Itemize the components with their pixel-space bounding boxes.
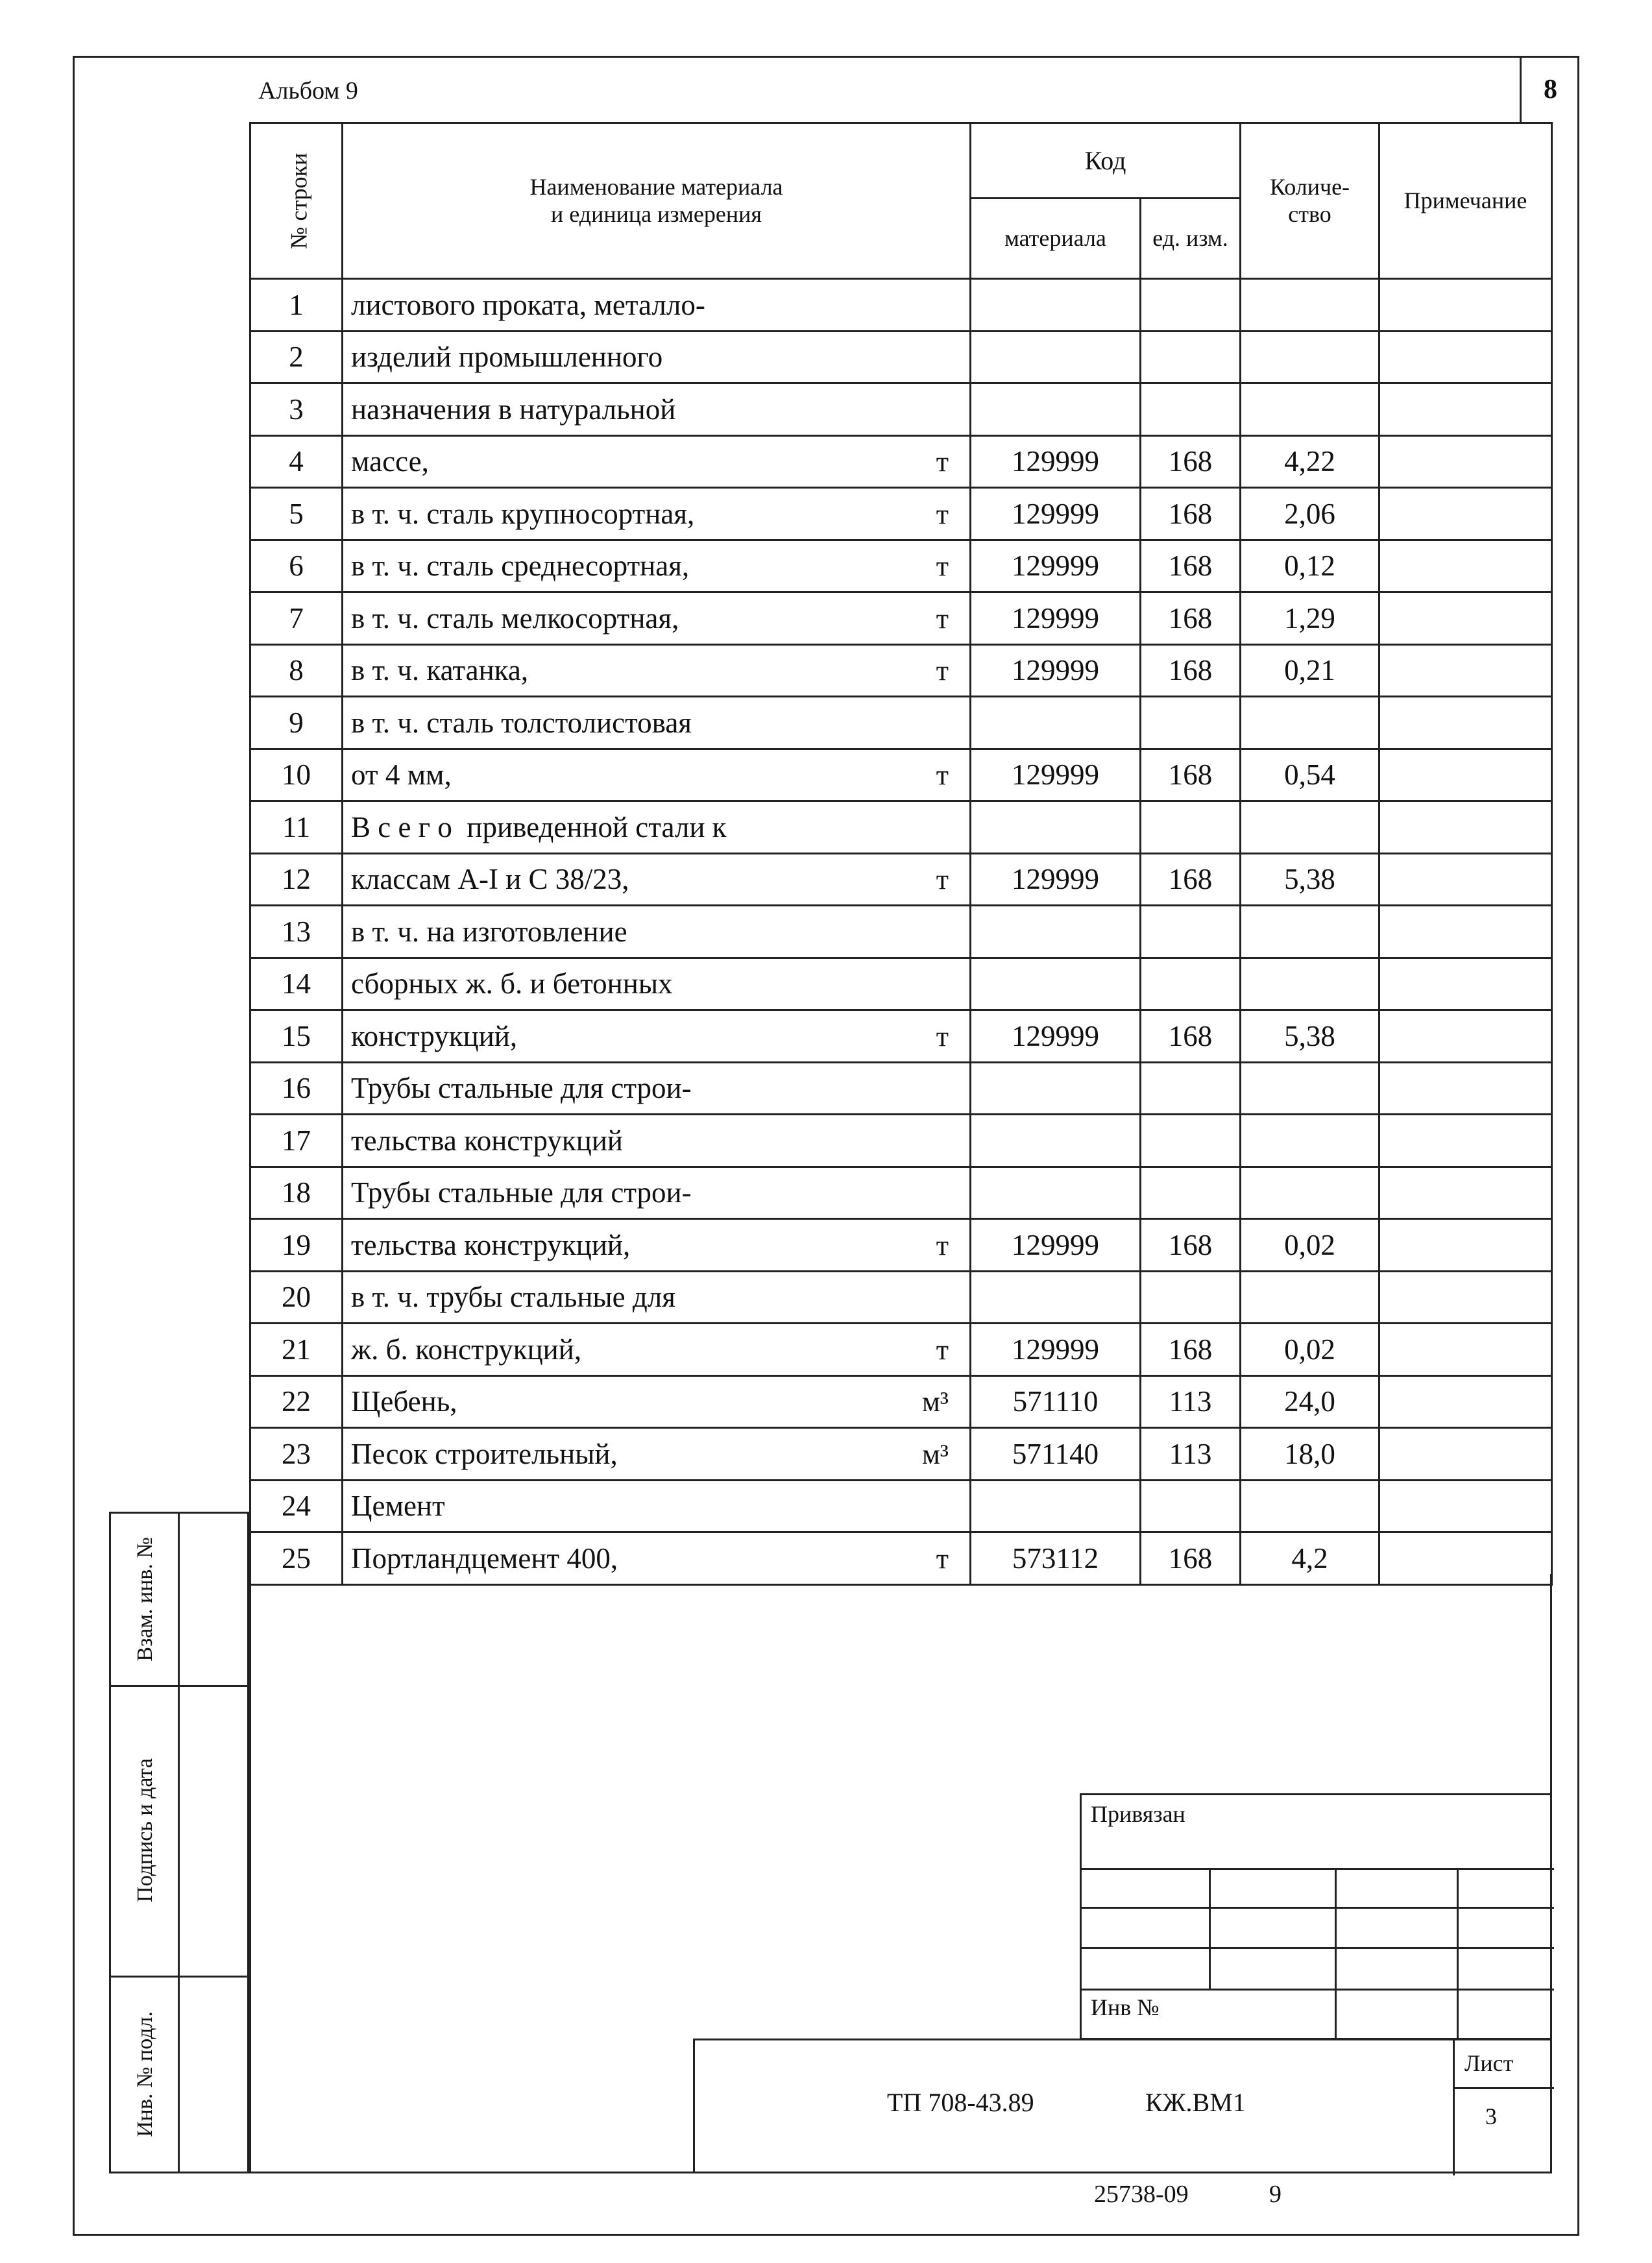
quantity-cell: 5,38: [1241, 853, 1379, 906]
unit-code-cell: [1141, 279, 1241, 332]
table-row: [250, 1271, 1552, 1324]
material-name-cell: [343, 1480, 971, 1532]
note-cell: [1379, 383, 1552, 436]
quantity-cell: [1241, 1167, 1379, 1219]
material-name-cell: [343, 331, 971, 383]
note-cell: [1379, 801, 1552, 854]
table-row: [250, 697, 1552, 749]
table-row: [250, 958, 1552, 1010]
material-name: листового проката, металло-: [351, 288, 705, 321]
material-name-cell: [343, 749, 971, 801]
table-row: [250, 279, 1552, 332]
note-cell: [1379, 1219, 1552, 1272]
row-number-cell: 20: [250, 1271, 343, 1324]
note-cell: [1379, 540, 1552, 592]
quantity-cell: 18,0: [1241, 1428, 1379, 1481]
note-cell: [1379, 853, 1552, 906]
unit-label: м³: [921, 1386, 949, 1418]
material-name-cell: [343, 1428, 971, 1481]
table-row: [250, 488, 1552, 540]
material-code-cell: [971, 958, 1141, 1010]
material-name: Щебень,: [351, 1385, 457, 1418]
doc-mark: КЖ.ВМ1: [1145, 2088, 1246, 2117]
quantity-cell: [1241, 331, 1379, 383]
unit-code-cell: [1141, 1271, 1241, 1324]
row-number-cell: 25: [250, 1532, 343, 1585]
material-name-cell: [343, 1219, 971, 1272]
material-code-cell: 573112: [971, 1532, 1141, 1585]
unit-label: т: [936, 1542, 949, 1575]
materials-table: [249, 122, 1553, 1586]
unit-code-cell: [1141, 331, 1241, 383]
material-name: в т. ч. трубы стальные для: [351, 1281, 675, 1314]
unit-code-cell: [1141, 697, 1241, 749]
table-row: [250, 853, 1552, 906]
unit-code-cell: 168: [1141, 592, 1241, 645]
material-name-cell: [343, 697, 971, 749]
quantity-cell: 1,29: [1241, 592, 1379, 645]
quantity-cell: [1241, 697, 1379, 749]
unit-label: м³: [921, 1438, 949, 1470]
material-name: тельства конструкций: [351, 1124, 623, 1157]
row-number-cell: 21: [250, 1324, 343, 1376]
material-code-cell: 571140: [971, 1428, 1141, 1481]
material-code-cell: [971, 1115, 1141, 1167]
side-stamp-values: [178, 1512, 249, 2173]
inv-no-label: Инв №: [1091, 1994, 1160, 2020]
quantity-cell: 0,12: [1241, 540, 1379, 592]
note-cell: [1379, 1167, 1552, 1219]
row-number-cell: 1: [250, 279, 343, 332]
table-row: [250, 906, 1552, 958]
unit-code-cell: 168: [1141, 435, 1241, 488]
material-name-cell: [343, 1532, 971, 1585]
privyazan-label: Привязан: [1091, 1801, 1185, 1827]
table-row: [250, 540, 1552, 592]
material-code-cell: [971, 331, 1141, 383]
row-number-cell: 6: [250, 540, 343, 592]
material-name: Трубы стальные для строи-: [351, 1176, 692, 1209]
header-row-number: № строки: [250, 123, 343, 279]
table-row: [250, 1010, 1552, 1063]
material-code-cell: [971, 906, 1141, 958]
quantity-cell: 4,2: [1241, 1532, 1379, 1585]
row-number-cell: 9: [250, 697, 343, 749]
row-number-cell: 18: [250, 1167, 343, 1219]
title-block: [693, 2039, 1552, 2173]
unit-label: т: [936, 1229, 949, 1261]
material-name-cell: [343, 853, 971, 906]
header-code-material: материала: [971, 199, 1141, 279]
table-body: [250, 279, 1552, 1585]
header-quantity: Количе- ство: [1241, 123, 1379, 279]
material-name: Портландцемент 400,: [351, 1542, 618, 1575]
side-invpodl-label: Инв. № подл.: [133, 2011, 158, 2137]
quantity-cell: 5,38: [1241, 1010, 1379, 1063]
note-cell: [1379, 1115, 1552, 1167]
row-number-cell: 22: [250, 1375, 343, 1428]
table-row: [250, 435, 1552, 488]
table-row: [250, 592, 1552, 645]
row-number-cell: 23: [250, 1428, 343, 1481]
material-name: массе,: [351, 445, 429, 478]
material-name-cell: [343, 906, 971, 958]
side-vzam-label: Взам. инв. №: [133, 1537, 158, 1662]
material-name-cell: [343, 1167, 971, 1219]
quantity-cell: [1241, 906, 1379, 958]
row-number-cell: 24: [250, 1480, 343, 1532]
unit-label: т: [936, 602, 949, 635]
header-code-unit: ед. изм.: [1141, 199, 1241, 279]
material-code-cell: [971, 1271, 1141, 1324]
unit-code-cell: 168: [1141, 853, 1241, 906]
row-number-cell: 19: [250, 1219, 343, 1272]
privyazan-block: [1080, 1793, 1552, 2040]
note-cell: [1379, 1324, 1552, 1376]
quantity-cell: 4,22: [1241, 435, 1379, 488]
material-name-cell: [343, 1324, 971, 1376]
note-cell: [1379, 958, 1552, 1010]
row-number-cell: 12: [250, 853, 343, 906]
quantity-cell: [1241, 958, 1379, 1010]
header-note: Примечание: [1379, 123, 1552, 279]
table-row: [250, 1428, 1552, 1481]
quantity-cell: [1241, 1115, 1379, 1167]
table-row: [250, 1324, 1552, 1376]
table-row: [250, 1062, 1552, 1115]
header-name: Наименование материала и единица измерения: [343, 123, 971, 279]
material-name: назначения в натуральной: [351, 393, 676, 426]
material-name: в т. ч. на изготовление: [351, 915, 627, 948]
table-row: [250, 1219, 1552, 1272]
material-name-cell: [343, 435, 971, 488]
unit-code-cell: 113: [1141, 1375, 1241, 1428]
note-cell: [1379, 435, 1552, 488]
list-value: 3: [1485, 2103, 1497, 2129]
material-code-cell: [971, 279, 1141, 332]
row-number-cell: 3: [250, 383, 343, 436]
table-row: [250, 383, 1552, 436]
quantity-cell: [1241, 1480, 1379, 1532]
table-row: [250, 1480, 1552, 1532]
material-name-cell: [343, 488, 971, 540]
note-cell: [1379, 697, 1552, 749]
quantity-cell: [1241, 1062, 1379, 1115]
note-cell: [1379, 644, 1552, 697]
row-number-cell: 15: [250, 1010, 343, 1063]
table-row: [250, 331, 1552, 383]
material-name-cell: [343, 1271, 971, 1324]
unit-code-cell: 168: [1141, 1219, 1241, 1272]
material-name: в т. ч. сталь мелкосортная,: [351, 601, 679, 635]
material-name: конструкций,: [351, 1019, 518, 1052]
quantity-cell: 0,21: [1241, 644, 1379, 697]
row-number-cell: 17: [250, 1115, 343, 1167]
material-name-cell: [343, 1062, 971, 1115]
material-code-cell: [971, 383, 1141, 436]
note-cell: [1379, 1532, 1552, 1585]
table-row: [250, 801, 1552, 854]
material-code-cell: [971, 1062, 1141, 1115]
archive-page: 9: [1269, 2181, 1282, 2208]
material-code-cell: 129999: [971, 749, 1141, 801]
note-cell: [1379, 1428, 1552, 1481]
unit-label: т: [936, 655, 949, 687]
material-name-cell: [343, 801, 971, 854]
material-name-cell: [343, 1375, 971, 1428]
unit-code-cell: 168: [1141, 644, 1241, 697]
table-row: [250, 1167, 1552, 1219]
row-number-cell: 10: [250, 749, 343, 801]
material-code-cell: [971, 1480, 1141, 1532]
note-cell: [1379, 1375, 1552, 1428]
material-name-cell: [343, 644, 971, 697]
unit-code-cell: 168: [1141, 1010, 1241, 1063]
row-number-cell: 7: [250, 592, 343, 645]
note-cell: [1379, 749, 1552, 801]
material-code-cell: [971, 697, 1141, 749]
quantity-cell: 2,06: [1241, 488, 1379, 540]
material-name: изделий промышленного: [351, 341, 663, 374]
unit-label: т: [936, 1333, 949, 1366]
material-code-cell: 129999: [971, 1010, 1141, 1063]
album-label: Альбом 9: [258, 77, 358, 104]
material-name: от 4 мм,: [351, 758, 452, 792]
material-name: сборных ж. б. и бетонных: [351, 967, 673, 1000]
table-row: [250, 749, 1552, 801]
row-number-cell: 14: [250, 958, 343, 1010]
unit-code-cell: [1141, 801, 1241, 854]
side-stamp: [109, 1512, 178, 2173]
row-number-cell: 13: [250, 906, 343, 958]
unit-code-cell: [1141, 1480, 1241, 1532]
note-cell: [1379, 1010, 1552, 1063]
unit-code-cell: [1141, 1115, 1241, 1167]
material-name: в т. ч. катанка,: [351, 654, 529, 687]
archive-number: 25738-09: [1094, 2181, 1189, 2208]
table-row: [250, 1115, 1552, 1167]
material-code-cell: [971, 1167, 1141, 1219]
quantity-cell: 24,0: [1241, 1375, 1379, 1428]
row-number-cell: 16: [250, 1062, 343, 1115]
quantity-cell: 0,54: [1241, 749, 1379, 801]
material-name: Цемент: [351, 1490, 445, 1523]
material-code-cell: [971, 801, 1141, 854]
quantity-cell: [1241, 801, 1379, 854]
unit-label: т: [936, 550, 949, 583]
note-cell: [1379, 1062, 1552, 1115]
row-number-cell: 4: [250, 435, 343, 488]
quantity-cell: [1241, 279, 1379, 332]
quantity-cell: [1241, 383, 1379, 436]
material-name-cell: [343, 958, 971, 1010]
quantity-cell: 0,02: [1241, 1219, 1379, 1272]
table-row: [250, 1532, 1552, 1585]
note-cell: [1379, 488, 1552, 540]
unit-code-cell: [1141, 1167, 1241, 1219]
material-name: в т. ч. сталь толстолистовая: [351, 706, 692, 739]
material-code-cell: 129999: [971, 1219, 1141, 1272]
note-cell: [1379, 1480, 1552, 1532]
material-name: классам А-I и С 38/23,: [351, 863, 629, 896]
row-number-cell: 5: [250, 488, 343, 540]
unit-label: т: [936, 759, 949, 792]
unit-label: т: [936, 1020, 949, 1052]
row-number-cell: 11: [250, 801, 343, 854]
list-label: Лист: [1464, 2050, 1514, 2076]
doc-code: ТП 708-43.89: [887, 2088, 1034, 2117]
material-code-cell: 129999: [971, 1324, 1141, 1376]
unit-code-cell: 168: [1141, 488, 1241, 540]
table-row: [250, 644, 1552, 697]
unit-code-cell: 168: [1141, 1532, 1241, 1585]
unit-code-cell: 168: [1141, 540, 1241, 592]
note-cell: [1379, 1271, 1552, 1324]
material-name: Трубы стальные для строи-: [351, 1072, 692, 1105]
unit-label: т: [936, 446, 949, 478]
quantity-cell: 0,02: [1241, 1324, 1379, 1376]
side-podpis-label: Подпись и дата: [133, 1758, 157, 1902]
material-name: в т. ч. сталь крупносортная,: [351, 497, 695, 530]
material-name: в т. ч. сталь среднесортная,: [351, 550, 690, 583]
note-cell: [1379, 331, 1552, 383]
note-cell: [1379, 592, 1552, 645]
material-code-cell: 129999: [971, 644, 1141, 697]
material-code-cell: 129999: [971, 592, 1141, 645]
material-code-cell: 129999: [971, 853, 1141, 906]
unit-code-cell: 113: [1141, 1428, 1241, 1481]
material-name-cell: [343, 383, 971, 436]
note-cell: [1379, 279, 1552, 332]
material-name: ж. б. конструкций,: [351, 1333, 582, 1366]
material-name-cell: [343, 1010, 971, 1063]
header-code-group: Код: [971, 123, 1241, 199]
unit-code-cell: 168: [1141, 749, 1241, 801]
material-code-cell: 571110: [971, 1375, 1141, 1428]
note-cell: [1379, 906, 1552, 958]
unit-label: т: [936, 864, 949, 896]
table-row: [250, 1375, 1552, 1428]
material-code-cell: 129999: [971, 435, 1141, 488]
material-name-cell: [343, 540, 971, 592]
material-name-cell: [343, 592, 971, 645]
material-name: В с е г о приведенной стали к: [351, 810, 727, 843]
unit-code-cell: [1141, 958, 1241, 1010]
unit-label: т: [936, 498, 949, 530]
material-name-cell: [343, 279, 971, 332]
row-number-cell: 8: [250, 644, 343, 697]
material-code-cell: 129999: [971, 540, 1141, 592]
material-name: Песок строительный,: [351, 1437, 618, 1470]
unit-code-cell: [1141, 1062, 1241, 1115]
row-number-cell: 2: [250, 331, 343, 383]
unit-code-cell: [1141, 383, 1241, 436]
material-code-cell: 129999: [971, 488, 1141, 540]
material-name: тельства конструкций,: [351, 1228, 631, 1261]
page-number: 8: [1520, 56, 1579, 123]
unit-code-cell: [1141, 906, 1241, 958]
unit-code-cell: 168: [1141, 1324, 1241, 1376]
material-name-cell: [343, 1115, 971, 1167]
quantity-cell: [1241, 1271, 1379, 1324]
